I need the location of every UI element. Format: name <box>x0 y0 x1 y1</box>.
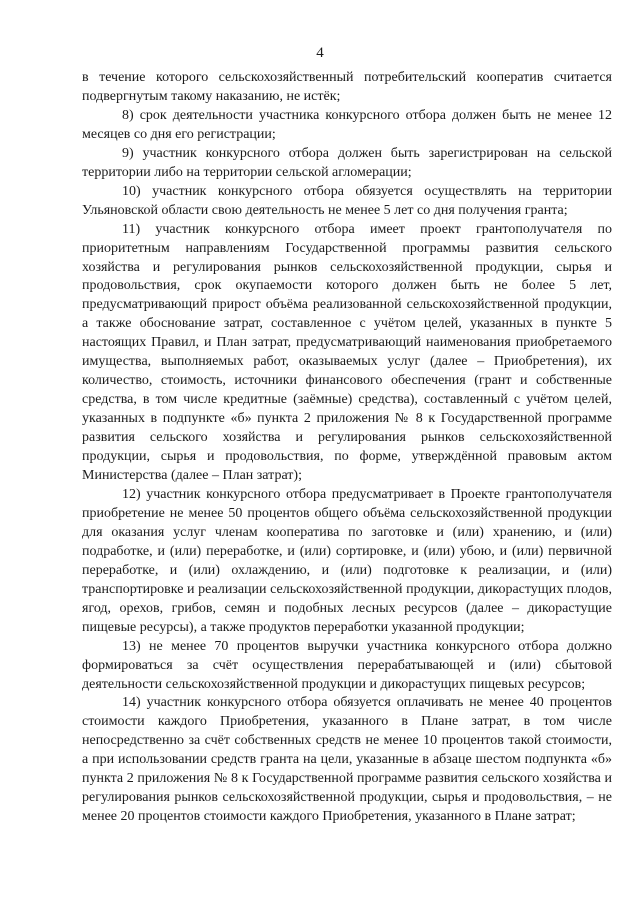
page-number: 4 <box>316 45 324 61</box>
paragraph-continuation: в течение которого сельскохозяйственный потребительский кооператив считается подвергнутым такому наказанию, не истёк; <box>82 70 612 104</box>
document-body <box>82 69 612 827</box>
paragraph-item-14: 14) участник конкурсного отбора обязуется оплачивать не менее 40 процентов стоимости каждого Приобретения, указанного в Плане затрат, в том числе непосредственно за счёт собственных средств не менее 10 процентов такой стоимости, а при использовании средств гранта на цели, указанные в абзаце шестом подпункта «б» пункта 2 приложения № 8 к Государственной программе развития сельского хозяйства и регулирования рынков сельскохозяйственной продукции, сырья и продовольствия, – не менее 20 процентов стоимости каждого Приобретения, указанного в Плане затрат; <box>82 695 612 825</box>
paragraph-item-9: 9) участник конкурсного отбора должен быть зарегистрирован на сельской территории либо на территории сельской агломерации; <box>82 145 612 180</box>
paragraph-item-13: 13) не менее 70 процентов выручки участника конкурсного отбора должно формироваться за счёт осуществления перерабатывающей и (или) сбытовой деятельности сельскохозяйственной продукции и дикорастущих пищевых ресурсов; <box>82 638 612 692</box>
paragraph-item-10: 10) участник конкурсного отбора обязуется осуществлять на территории Ульяновской области свою деятельность не менее 5 лет со дня получения гранта; <box>82 183 612 218</box>
paragraph-item-12: 12) участник конкурсного отбора предусматривает в Проекте грантополучателя приобретение не менее 50 процентов общего объёма сельскохозяйственной продукции для оказания услуг членам кооператива по заготовке и (или) хранению, и (или) подработке, и (или) переработке, и (или) сортировке, и (или) убою, и (или) первичной переработке, и (или) охлаждению, и (или) подготовке к реализации, и (или) транспортировке и реализации сельскохозяйственной продукции, дикорастущих плодов, ягод, орехов, грибов, семян и подобных лесных ресурсов (далее – дикорастущие пищевые ресурсы), а также продуктов переработки указанной продукции; <box>82 486 612 635</box>
paragraph-item-8: 8) срок деятельности участника конкурсного отбора должен быть не менее 12 месяцев со дня его регистрации; <box>82 107 612 142</box>
paragraph-item-11: 11) участник конкурсного отбора имеет проект грантополучателя по приоритетным направлениям Государственной программы развития сельского хозяйства и регулирования рынков сельскохозяйственной продукции, сырья и продовольствия, срок окупаемости которого должен быть не более 5 лет, предусматривающий прирост объёма реализованной сельскохозяйственной продукции, а также обоснование затрат, составленное с учётом целей, указанных в пункте 5 настоящих Правил, и План затрат, предусматривающий наименования приобретаемого имущества, выполняемых работ, оказываемых услуг (далее – Приобретения), их количество, стоимость, источники финансового обеспечения (грант и собственные средства, в том числе кредитные (заёмные) средства), составленный с учётом целей, указанных в подпункте «б» пункта 2 приложения № 8 к Государственной программе развития сельского хозяйства и регулирования рынков сельскохозяйственной продукции, сырья и продовольствия, по форме, утверждённой правовым актом Министерства (далее – План затрат); <box>82 221 612 484</box>
